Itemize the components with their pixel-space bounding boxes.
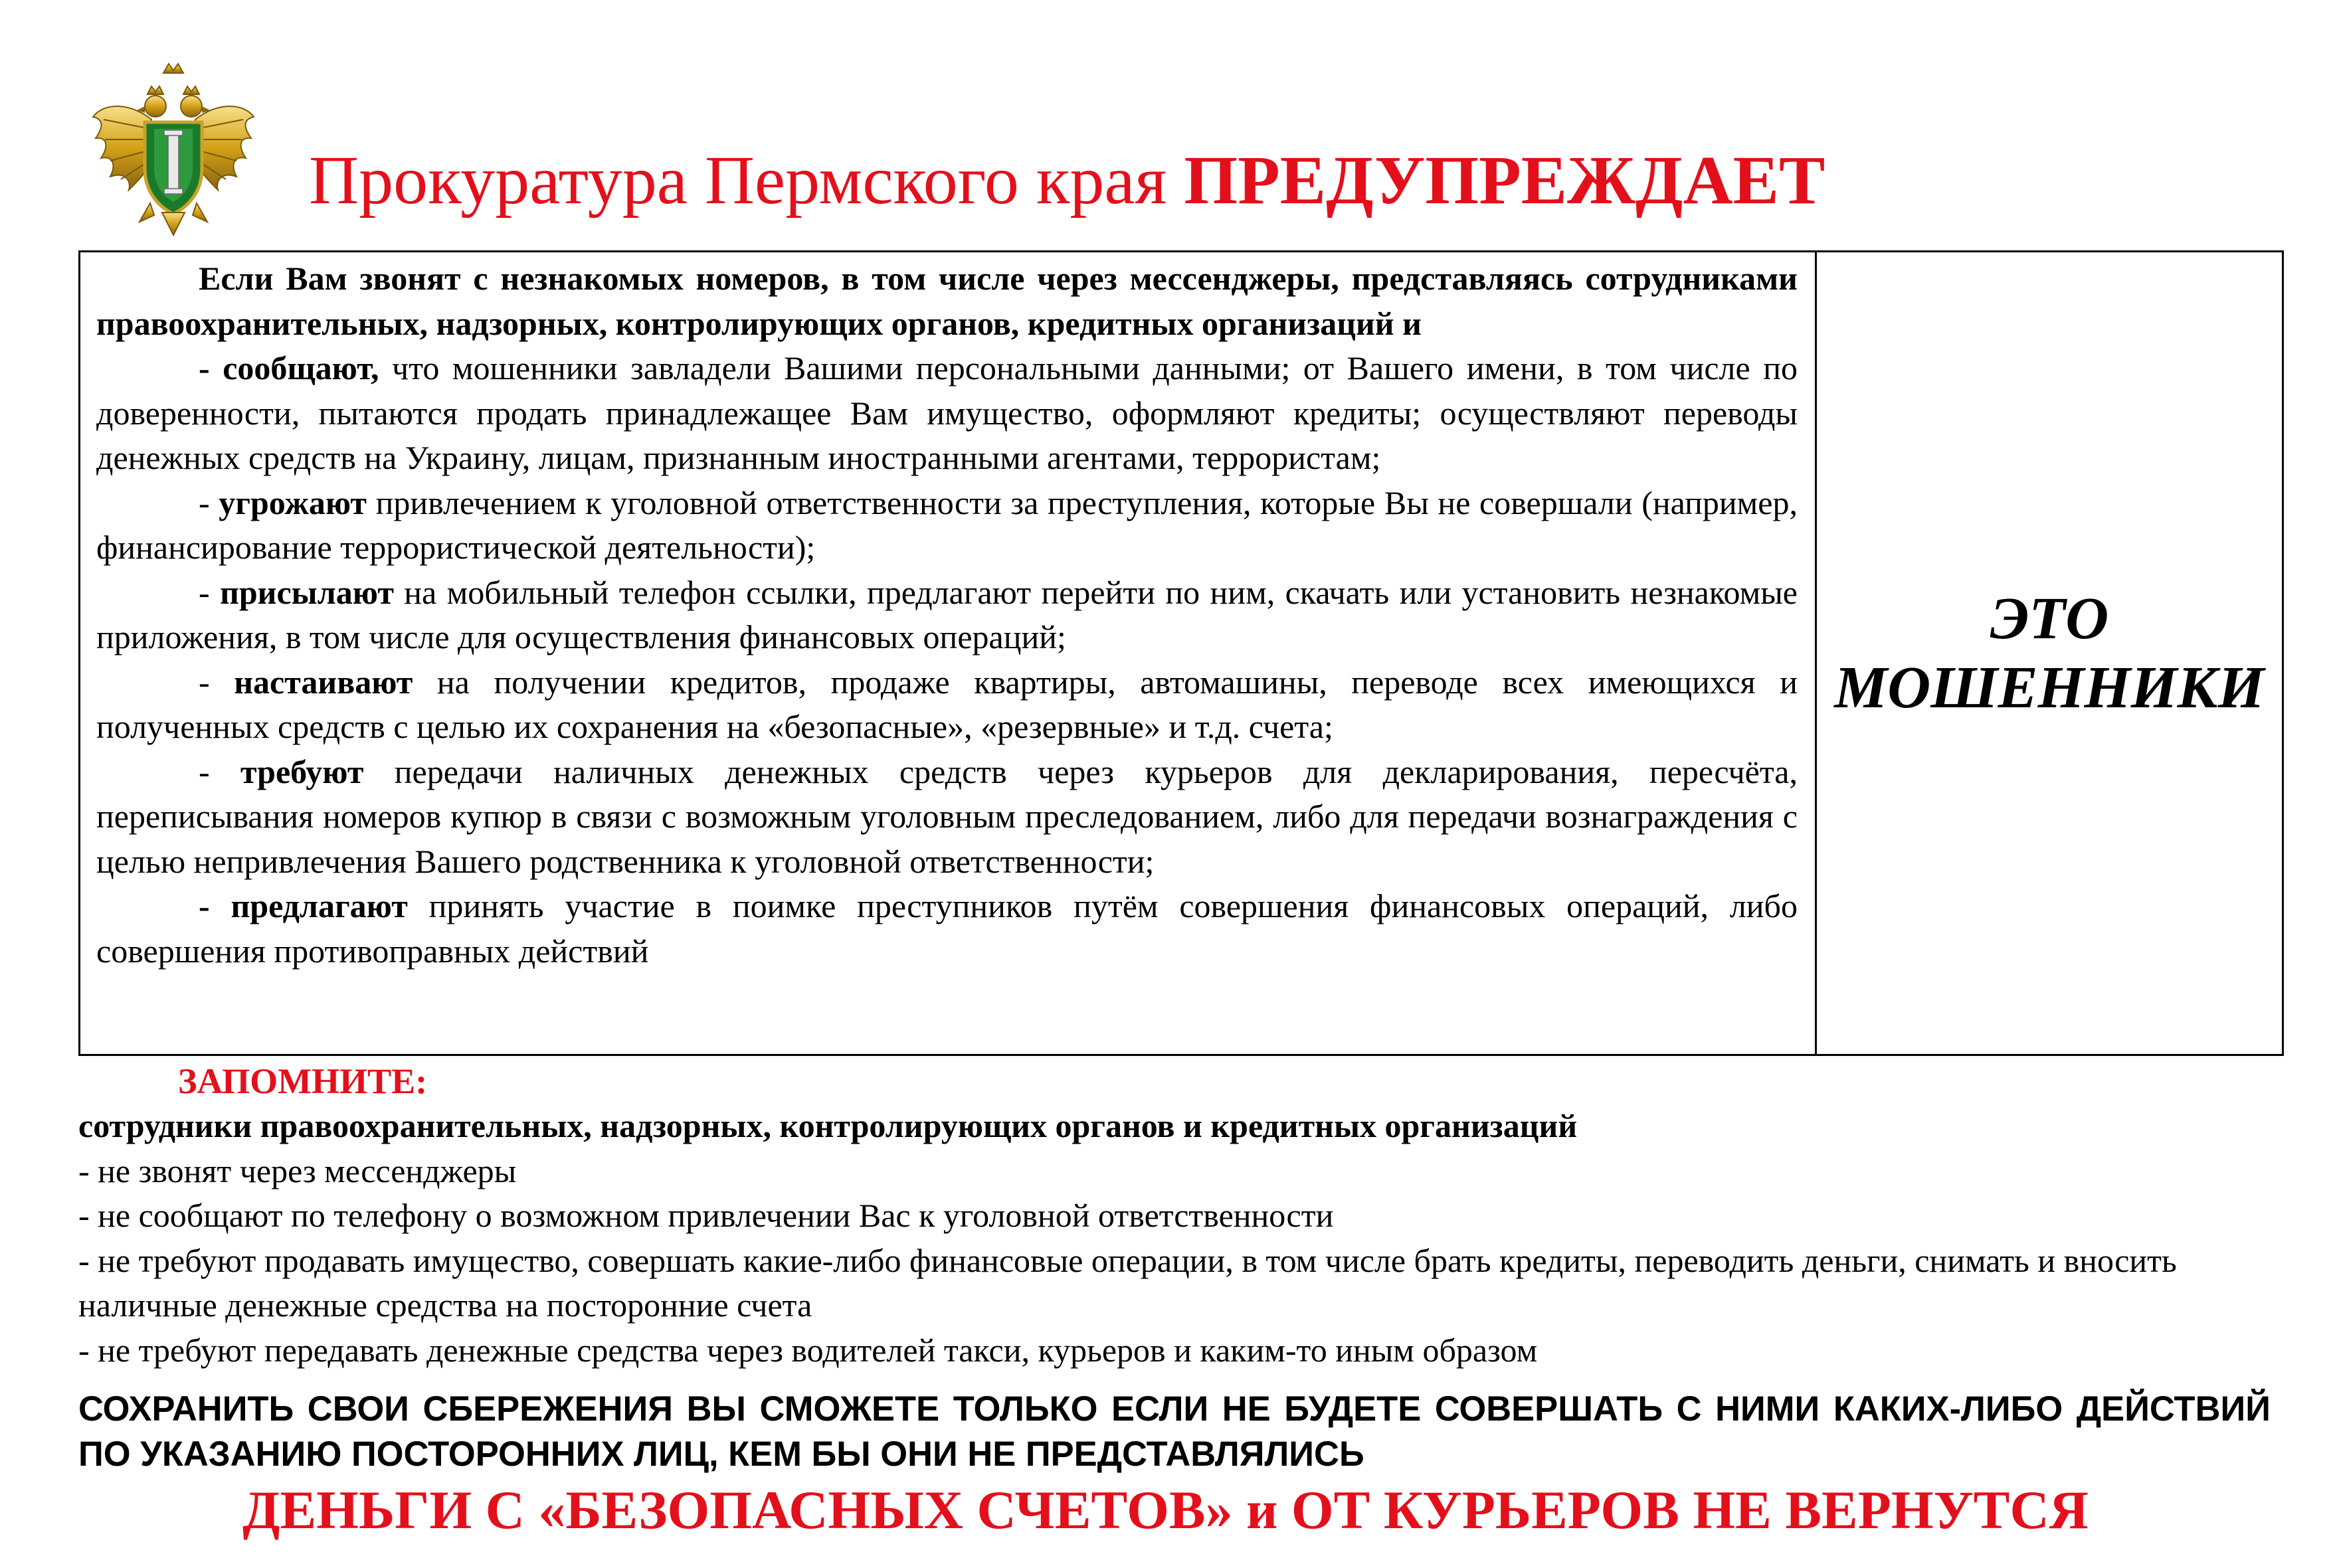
verdict-line-1: ЭТО: [1990, 585, 2109, 652]
verdict-text: [1834, 584, 2264, 723]
rule-item: - не требуют продавать имущество, совершать какие-либо финансовые операции, в том числе брать кредиты, переводить деньги, снимать и вносить наличные денежные средства на посторонние счета: [78, 1241, 2177, 1324]
fraud-sign-item: - присылают на мобильный телефон ссылки, предлагают перейти по ним, скачать или установить незнакомые приложения, в том числе для осуществления финансовых операций;: [96, 573, 1798, 655]
fraud-sign-lead: настаивают: [234, 663, 413, 701]
fraud-sign-text: что мошенники завладели Вашими персональными данными; от Вашего имени, в том числе по доверенности, пытаются продать принадлежащее Вам имущество, оформляют кредиты; осуществляют переводы денежных средств на Украину, лицам, признанным иностранными агентами, террористам;: [96, 349, 1798, 476]
rule-item: - не звонят через мессенджеры: [78, 1152, 517, 1189]
fraud-warning-table: [78, 250, 2284, 1056]
title-warning: ПРЕДУПРЕЖДАЕТ: [1184, 142, 1825, 218]
fraud-sign-lead: требуют: [240, 752, 364, 790]
fraud-sign-lead: угрожают: [219, 483, 367, 521]
fraud-signs-cell: [80, 252, 1817, 1054]
fraud-sign-lead: - предлагают: [199, 887, 408, 924]
rules-lead: сотрудники правоохранительных, надзорных, контролирующих органов и кредитных организаций: [78, 1107, 1578, 1144]
fraud-sign-text: на получении кредитов, продаже квартиры, автомашины, переводе всех имеющихся и полученных средств с целью их сохранения на «безопасные», «резервные» и т.д. счета;: [96, 663, 1798, 745]
fraud-sign-item: - требуют передачи наличных денежных средств через курьеров для декларирования, пересчёта, переписывания номеров купюр в связи с возможным уголовным преследованием, либо для передачи вознаграждения с целью непривлечения Вашего родственника к уголовной ответственности;: [96, 752, 1798, 880]
title-organization: Прокуратура Пермского края: [309, 142, 1167, 218]
fraud-sign-lead: присылают: [220, 573, 394, 611]
fraud-sign-text: передачи наличных денежных средств через курьеров для декларирования, пересчёта, переписывания номеров купюр в связи с возможным уголовным преследованием, либо для передачи вознаграждения с целью непривлечения Вашего родственника к уголовной ответственности;: [96, 752, 1798, 880]
rule-item: - не требуют передавать денежные средства через водителей такси, курьеров и каким-то иным образом: [78, 1331, 1538, 1369]
fraud-sign-item: [96, 346, 1798, 481]
fraud-sign-text: принять участие в поимке преступников путём совершения финансовых операций, либо совершения противоправных действий: [96, 887, 1798, 970]
remember-heading: ЗАПОМНИТЕ:: [178, 1061, 428, 1101]
verdict-cell: [1817, 252, 2282, 1054]
fraud-intro: Если Вам звонят с незнакомых номеров, в том числе через мессенджеры, представляясь сотрудниками правоохранительных, надзорных, контролирующих органов, кредитных организаций и: [96, 260, 1798, 342]
final-warning: ДЕНЬГИ С «БЕЗОПАСНЫХ СЧЕТОВ» и ОТ КУРЬЕРОВ НЕ ВЕРНУТСЯ: [242, 1480, 2089, 1540]
prosecutor-office-emblem-icon: [90, 56, 256, 240]
verdict-line-2: МОШЕННИКИ: [1834, 654, 2265, 721]
fraud-sign-item: [96, 884, 1798, 974]
fraud-sign-text: на мобильный телефон ссылки, предлагают перейти по ним, скачать или установить незнакомые приложения, в том числе для осуществления финансовых операций;: [96, 573, 1798, 655]
fraud-sign-item: - угрожают привлечением к уголовной ответственности за преступления, которые Вы не совершали (например, финансирование террористической деятельности);: [96, 483, 1798, 566]
fraud-sign-lead: - сообщают,: [199, 349, 379, 387]
page-title: [309, 139, 1825, 222]
remember-rules: [78, 1104, 2290, 1373]
fraud-sign-text: привлечением к уголовной ответственности за преступления, которые Вы не совершали (например, финансирование террористической деятельности);: [96, 483, 1798, 566]
savings-warning: СОХРАНИТЬ СВОИ СБЕРЕЖЕНИЯ ВЫ СМОЖЕТЕ ТОЛЬКО ЕСЛИ НЕ БУДЕТЕ СОВЕРШАТЬ С НИМИ КАКИХ-ЛИБО ДЕЙСТВИЙ ПО УКАЗАНИЮ ПОСТОРОННИХ ЛИЦ, КЕМ БЫ ОНИ НЕ ПРЕДСТАВЛЯЛИСЬ: [78, 1389, 2271, 1474]
rule-item: - не сообщают по телефону о возможном привлечении Вас к уголовной ответственности: [78, 1197, 1334, 1234]
fraud-sign-item: - настаивают на получении кредитов, продаже квартиры, автомашины, переводе всех имеющихся и полученных средств с целью их сохранения на «безопасные», «резервные» и т.д. счета;: [96, 663, 1798, 745]
